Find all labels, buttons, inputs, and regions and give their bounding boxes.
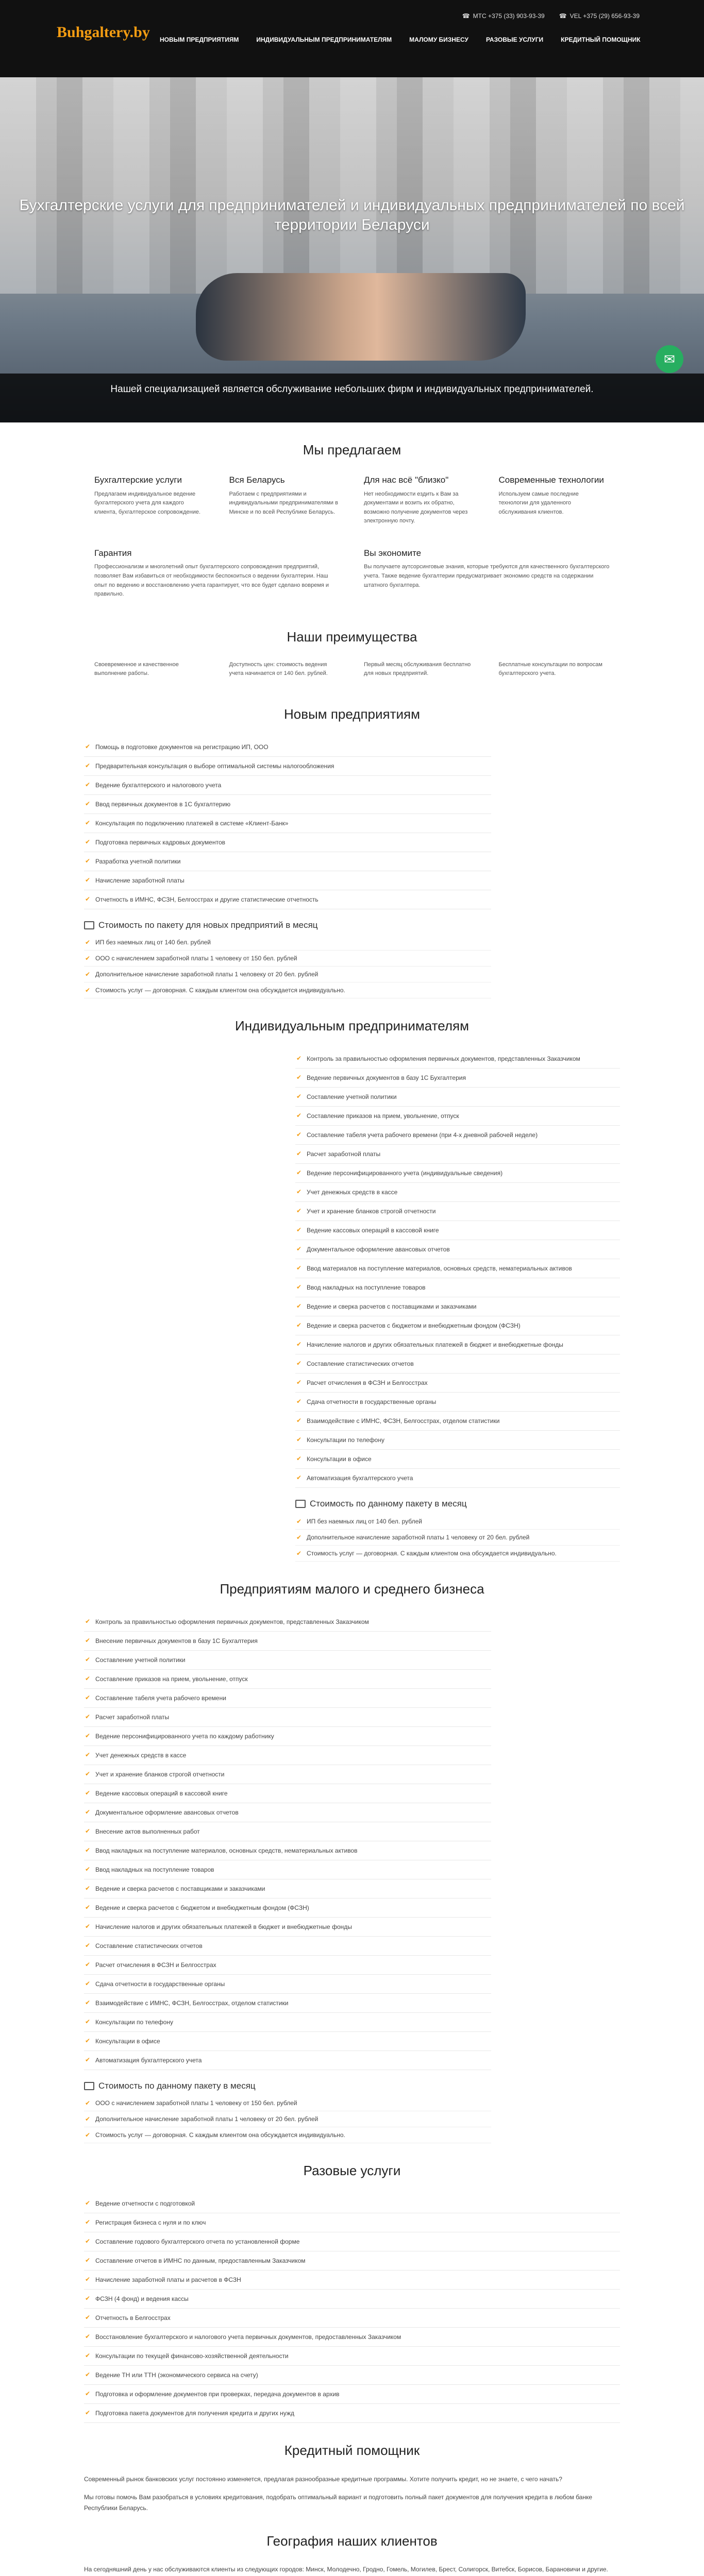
price-item: ✔ Дополнительное начисление заработной платы 1 человеку от 20 бел. рублей [84,967,491,982]
service-item: ✔ Ведение первичных документов в базу 1С Бухгалтерия [295,1069,620,1088]
offer-item: Современные технологии Используем самые последние технологии для удаленного обслуживания клиентов. [498,475,604,515]
service-item: ✔ Сдача отчетности в государственные органы [295,1393,620,1412]
credit-text: Мы готовы помочь Вам разобраться в условиях кредитования, подобрать оптимальный вариант и подготовить полный пакет документов для получения кредита в любом банке Республики Беларусь. [84,2494,593,2512]
hero-caption: Нашей специализацией является обслуживание небольших фирм и индивидуальных предпринимателей. [0,374,704,422]
service-list [295,1049,620,1488]
individual-title: Индивидуальным предпринимателям [235,1018,469,1034]
service-item: ✔ Ведение бухгалтерского и налогового учета [84,776,491,795]
offer-title: Мы предлагаем [303,442,401,457]
service-item: ✔ Разработка учетной политики [84,852,491,871]
service-item: ✔ Внесение актов выполненных работ [84,1822,491,1841]
service-item: ✔ Составление отчетов в ИМНС по данным, предоставленным Заказчиком [84,2251,620,2270]
service-item: ✔ Расчет заработной платы [295,1145,620,1164]
service-item: ✔ Расчет заработной платы [84,1708,491,1727]
service-item: ✔ Составление годового бухгалтерского отчета по установленной форме [84,2232,620,2251]
price-item: ✔ Дополнительное начисление заработной платы 1 человеку от 20 бел. рублей [84,2111,491,2127]
service-item: ✔ Составление учетной политики [295,1088,620,1107]
service-item: ✔ Взаимодействие с ИМНС, ФСЗН, Белгосстрах, отделом статистики [84,1994,491,2013]
geo-intro: На сегодняшний день у нас обслуживаются клиенты из следующих городов: Минск, Молодечно, Гродно, Гомель, Могилев, Брест, Солигорск, Витебск, Борисов, Барановичи и другие. [84,2566,608,2573]
price-list [84,2095,491,2143]
offer-item: Бухгалтерские услуги Предлагаем индивидуальное ведение бухгалтерского учета для каждого клиента, бухгалтерское сопровождение. [94,475,201,515]
advantage-item: Своевременное и качественное выполнение работы. [94,661,179,677]
advantage-item: Бесплатные консультации по вопросам бухгалтерского учета. [498,661,602,677]
phone-vel[interactable]: ☎ VEL +375 (29) 656-93-39 [559,12,640,20]
service-item: ✔ Ввод первичных документов в 1С бухгалтерию [84,795,491,814]
service-item: ✔ ФСЗН (4 фонд) и ведения кассы [84,2290,620,2309]
credit-title: Кредитный помощник [284,2443,420,2459]
service-list [84,2194,620,2423]
service-item: ✔ Регистрация бизнеса с нуля и по ключ [84,2213,620,2232]
geo-title: География наших клиентов [266,2533,438,2549]
service-item: ✔ Ведение и сверка расчетов с бюджетом и внебюджетным фондом (ФСЗН) [84,1899,491,1918]
offer-item: Вся Беларусь Работаем с предприятиями и индивидуальными предпринимателями в Минске и по всей Республике Беларусь. [229,475,338,515]
one-time-section [84,2194,620,2423]
service-list [84,738,491,909]
service-item: ✔ Составление приказов на прием, увольнение, отпуск [84,1670,491,1689]
service-item: ✔ Консультации по телефону [84,2013,491,2032]
service-item: ✔ Автоматизация бухгалтерского учета [295,1469,620,1488]
credit-text: Современный рынок банковских услуг постоянно изменяется, предлагая разнообразные кредитные программы. Хотите получить кредит, но не знаете, с чего начать? [84,2476,562,2483]
service-item: ✔ Отчетность в ИМНС, ФСЗН, Белгосстрах и другие статистические отчетность [84,890,491,909]
price-item: ✔ Стоимость услуг — договорная. С каждым клиентом она обсуждается индивидуально. [84,2127,491,2143]
service-item: ✔ Расчет отчисления в ФСЗН и Белгосстрах [84,1956,491,1975]
nav-new-companies[interactable]: НОВЫМ ПРЕДПРИЯТИЯМ [160,36,239,43]
service-item: ✔ Контроль за правильностью оформления первичных документов, представленных Заказчиком [84,1613,491,1632]
service-item: ✔ Начисление налогов и других обязательных платежей в бюджет и внебюджетные фонды [84,1918,491,1937]
price-item: ✔ Дополнительное начисление заработной платы 1 человеку от 20 бел. рублей [295,1530,620,1546]
hero-people-image [0,77,704,294]
chat-icon[interactable]: ✉ [656,345,683,373]
service-item: ✔ Сдача отчетности в государственные органы [84,1975,491,1994]
small-business-section [84,1613,620,2144]
new-companies-title: Новым предприятиям [284,706,420,722]
nav-one-time[interactable]: РАЗОВЫЕ УСЛУГИ [485,36,544,43]
price-list [295,1514,620,1562]
price-item: ✔ ООО с начислением заработной платы 1 человеку от 150 бел. рублей [84,2095,491,2111]
service-item: ✔ Составление табеля учета рабочего времени [84,1689,491,1708]
service-item: ✔ Консультации по текущей финансово-хозяйственной деятельности [84,2347,620,2366]
service-item: ✔ Составление приказов на прием, увольнение, отпуск [295,1107,620,1126]
price-list [84,935,491,998]
advantage-item: Первый месяц обслуживания бесплатно для новых предприятий. [364,661,471,677]
service-item: ✔ Ввод материалов на поступление материалов, основных средств, нематериальных активов [295,1259,620,1278]
price-item: ✔ Стоимость услуг — договорная. С каждым клиентом она обсуждается индивидуально. [84,982,491,998]
service-item: ✔ Внесение первичных документов в базу 1С Бухгалтерия [84,1632,491,1651]
service-item: ✔ Консультация по подключению платежей в системе «Клиент-Банк» [84,814,491,833]
nav-small-business[interactable]: МАЛОМУ БИЗНЕСУ [409,36,468,43]
price-title: Стоимость по данному пакету в месяц [84,2079,491,2093]
service-item: ✔ Подготовка и оформление документов при проверках, передача документов в архив [84,2385,620,2404]
price-item: ✔ ИП без наемных лиц от 140 бел. рублей [295,1514,620,1530]
offer-item: Гарантия Профессионализм и многолетний опыт бухгалтерского сопровождения предприятий, позволяет Вам избавиться от необходимости беспокоиться о ведении бухгалтерии. Наш опыт по ведению и восстановлению учета гарантирует, что все будет сделано вовремя и правильно. [94,548,329,598]
service-item: ✔ Ведение и сверка расчетов с поставщиками и заказчиками [295,1297,620,1316]
phone-icon: ☎ [559,12,567,20]
offer-item: Для нас всё "близко" Нет необходимости ездить к Вам за документами и возить их обратно, возможно получение документов через электронную почту. [364,475,468,524]
service-item: ✔ Отчетность в Белгосстрах [84,2309,620,2328]
service-item: ✔ Помощь в подготовке документов на регистрацию ИП, ООО [84,738,491,757]
service-item: ✔ Восстановление бухгалтерского и налогового учета первичных документов, предоставленных Заказчиком [84,2328,620,2347]
phone-mts[interactable]: ☎ МТС +375 (33) 903-93-39 [462,12,545,20]
advantages-grid [94,660,610,687]
service-item: ✔ Начисление налогов и других обязательных платежей в бюджет и внебюджетные фонды [295,1335,620,1354]
service-item: ✔ Консультации в офисе [295,1450,620,1469]
service-item: ✔ Ввод накладных на поступление материалов, основных средств, нематериальных активов [84,1841,491,1860]
service-item: ✔ Ведение и сверка расчетов с поставщиками и заказчиками [84,1879,491,1899]
service-item: ✔ Составление статистических отчетов [295,1354,620,1374]
service-item: ✔ Начисление заработной платы и расчетов в ФСЗН [84,2270,620,2290]
offer-item: Вы экономите Вы получаете аутсорсинговые знания, которые требуются для качественного бухгалтерского учета. Также ведение бухгалтерии предусматривает экономию средств на содержании штатного бухгалтера. [364,548,610,588]
service-item: ✔ Автоматизация бухгалтерского учета [84,2051,491,2070]
individual-section [84,1049,620,1562]
service-item: ✔ Ведение персонифицированного учета (индивидуальные сведения) [295,1164,620,1183]
advantage-item: Доступность цен: стоимость ведения учета начинается от 140 бел. рублей. [229,661,328,677]
hero-banner [0,77,704,422]
service-item: ✔ Ведение ТН или ТТН (экономического сервиса на счету) [84,2366,620,2385]
top-header [0,0,704,77]
service-item: ✔ Ввод накладных на поступление товаров [84,1860,491,1879]
advantages-title: Наши преимущества [287,629,417,645]
service-item: ✔ Предварительная консультация о выборе оптимальной системы налогообложения [84,757,491,776]
service-item: ✔ Консультации по телефону [295,1431,620,1450]
service-item: ✔ Ввод накладных на поступление товаров [295,1278,620,1297]
service-item: ✔ Контроль за правильностью оформления первичных документов, представленных Заказчиком [295,1049,620,1069]
price-item: ✔ ИП без наемных лиц от 140 бел. рублей [84,935,491,951]
header-phones [462,11,640,21]
service-item: ✔ Консультации в офисе [84,2032,491,2051]
offer-grid [94,473,610,609]
nav-individual[interactable]: ИНДИВИДУАЛЬНЫМ ПРЕДПРИНИМАТЕЛЯМ [256,36,392,43]
service-item: ✔ Подготовка пакета документов для получения кредита и других нужд [84,2404,620,2423]
service-item: ✔ Подготовка первичных кадровых документов [84,833,491,852]
service-item: ✔ Ведение персонифицированного учета по каждому работнику [84,1727,491,1746]
price-item: ✔ ООО с начислением заработной платы 1 человеку от 150 бел. рублей [84,951,491,967]
service-item: ✔ Составление статистических отчетов [84,1937,491,1956]
credit-section [0,2474,704,2514]
service-item: ✔ Учет и хранение бланков строгой отчетности [84,1765,491,1784]
service-item: ✔ Ведение и сверка расчетов с бюджетом и внебюджетным фондом (ФСЗН) [295,1316,620,1335]
phone-icon: ☎ [462,12,470,20]
service-list [84,1613,491,2070]
service-item: ✔ Составление табеля учета рабочего времени (при 4-х дневной рабочей неделе) [295,1126,620,1145]
geo-section [0,2565,704,2576]
service-item: ✔ Документальное оформление авансовых отчетов [84,1803,491,1822]
service-item: ✔ Учет и хранение бланков строгой отчетности [295,1202,620,1221]
price-item: ✔ Стоимость услуг — договорная. С каждым клиентом она обсуждается индивидуально. [295,1546,620,1562]
service-item: ✔ Ведение кассовых операций в кассовой книге [295,1221,620,1240]
one-time-title: Разовые услуги [303,2163,401,2179]
small-business-title: Предприятиям малого и среднего бизнеса [220,1581,484,1597]
new-companies-section [84,738,620,999]
service-item: ✔ Начисление заработной платы [84,871,491,890]
service-item: ✔ Учет денежных средств в кассе [84,1746,491,1765]
handshake-image [196,273,526,361]
service-item: ✔ Ведение отчетности с подготовкой [84,2194,620,2213]
service-item: ✔ Ведение кассовых операций в кассовой книге [84,1784,491,1803]
service-item: ✔ Составление учетной политики [84,1651,491,1670]
hero-title: Бухгалтерские услуги для предпринимателей и индивидуальных предпринимателей по всей территории Беларуси [19,197,685,233]
service-item: ✔ Документальное оформление авансовых отчетов [295,1240,620,1259]
price-title: Стоимость по пакету для новых предприятий в месяц [84,919,491,932]
service-item: ✔ Взаимодействие с ИМНС, ФСЗН, Белгосстрах, отделом статистики [295,1412,620,1431]
price-title: Стоимость по данному пакету в месяц [295,1497,620,1511]
service-item: ✔ Учет денежных средств в кассе [295,1183,620,1202]
main-nav [160,35,641,44]
service-item: ✔ Расчет отчисления в ФСЗН и Белгосстрах [295,1374,620,1393]
site-logo[interactable]: Buhgaltery.by [57,24,150,41]
nav-credit[interactable]: КРЕДИТНЫЙ ПОМОЩНИК [561,36,641,43]
